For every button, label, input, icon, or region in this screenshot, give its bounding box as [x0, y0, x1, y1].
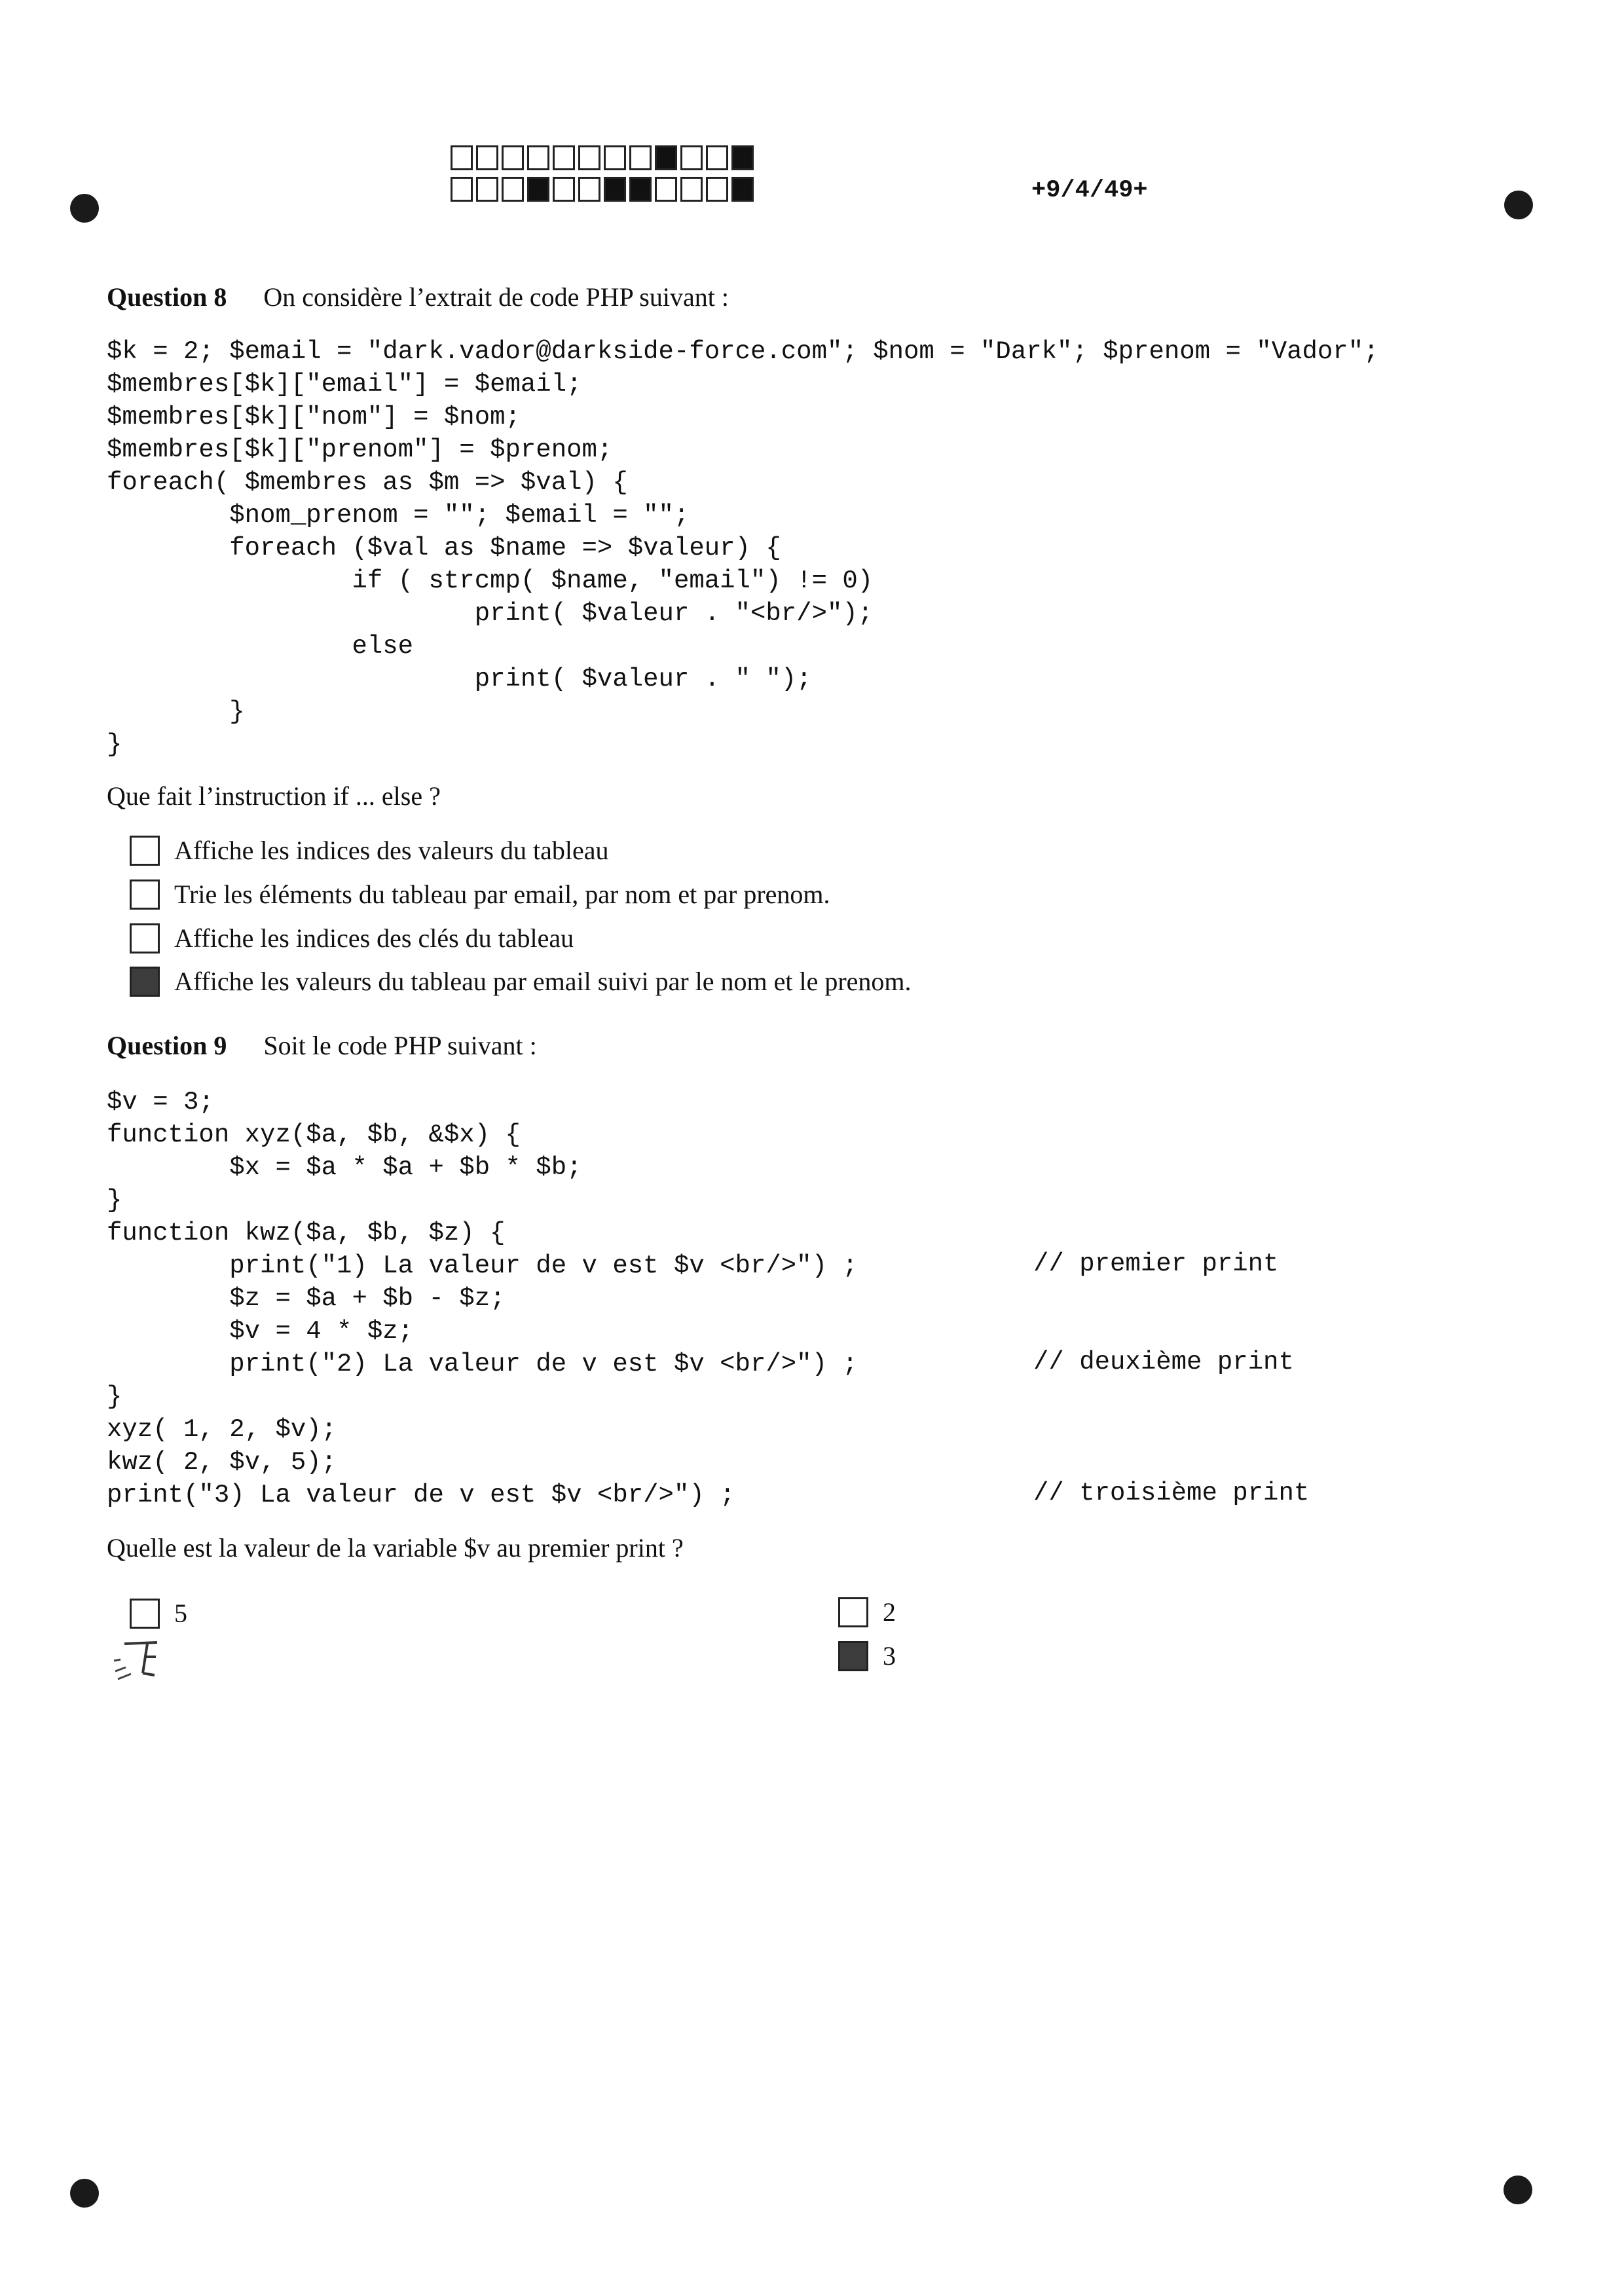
id-cell	[680, 145, 703, 170]
registration-mark-bottom-left	[70, 2179, 99, 2208]
id-cell	[706, 177, 728, 202]
id-cell-filled	[629, 177, 652, 202]
question-8-prompt: Que fait l’instruction if ... else ?	[107, 781, 441, 811]
checkbox[interactable]	[838, 1597, 868, 1627]
id-cell	[476, 177, 498, 202]
question-9-number: Question 9	[107, 1031, 227, 1060]
id-cell	[578, 177, 600, 202]
question-8-option-3[interactable]	[130, 923, 574, 954]
registration-mark-bottom-right	[1504, 2176, 1532, 2204]
question-8-option-1[interactable]	[130, 835, 608, 866]
option-label: Affiche les indices des valeurs du tableau	[174, 836, 609, 865]
id-cell	[451, 177, 473, 202]
id-cell	[527, 145, 549, 170]
option-label: Trie les éléments du tableau par email, par nom et par prenom.	[174, 880, 830, 909]
question-9-code: $v = 3; function xyz($a, $b, &$x) { $x = $a * $a + $b * $b; } function kwz($a, $b, $z) { print("1) La valeur de v est $v <br/>") ; $z = $a + $b - $z; $v = 4 * $z; print("2) La valeur de v est $v <br/>") ; } xyz( 1, 2, $v); kwz( 2, $v, 5); print("3) La valeur de v est $v <br/>") ;	[107, 1088, 858, 1509]
id-cell-filled	[604, 177, 626, 202]
id-cell	[629, 145, 652, 170]
code-comment-first-print: // premier print	[1033, 1250, 1279, 1278]
question-9-prompt: Quelle est la valeur de la variable $v au premier print ?	[107, 1533, 684, 1563]
option-label: Affiche les indices des clés du tableau	[174, 923, 574, 953]
option-label: 2	[883, 1597, 896, 1627]
id-cell	[553, 177, 575, 202]
id-cell	[502, 177, 524, 202]
question-8-number: Question 8	[107, 282, 227, 312]
option-label: 5	[174, 1599, 187, 1628]
checkbox[interactable]	[130, 836, 160, 866]
question-9-option-3[interactable]	[838, 1640, 896, 1671]
id-cell	[706, 145, 728, 170]
id-cell-filled	[527, 177, 549, 202]
id-cell	[553, 145, 575, 170]
question-8-option-2[interactable]	[130, 879, 830, 910]
id-cell-filled	[655, 145, 677, 170]
id-cell	[451, 145, 473, 170]
id-cell	[476, 145, 498, 170]
id-cell-filled	[731, 177, 754, 202]
student-id-grid-row-2	[451, 177, 757, 202]
id-cell	[604, 145, 626, 170]
code-comment-second-print: // deuxième print	[1033, 1348, 1294, 1377]
question-8-option-4[interactable]	[130, 966, 912, 997]
checkbox[interactable]	[130, 923, 160, 954]
question-9-text: Soit le code PHP suivant :	[263, 1031, 537, 1060]
checkbox[interactable]	[130, 880, 160, 910]
question-8-text: On considère l’extrait de code PHP suivant :	[263, 282, 729, 312]
id-cell-filled	[731, 145, 754, 170]
id-cell	[680, 177, 703, 202]
question-9-header	[107, 1030, 537, 1061]
id-cell	[655, 177, 677, 202]
checkbox-checked[interactable]	[130, 967, 160, 997]
question-9-option-2[interactable]	[838, 1597, 896, 1627]
erased-scribble	[111, 1637, 210, 1683]
registration-mark-top-right	[1504, 191, 1533, 219]
id-cell	[502, 145, 524, 170]
option-label: Affiche les valeurs du tableau par email suivi par le nom et le prenom.	[174, 967, 912, 996]
student-id-grid-row-1	[451, 145, 757, 170]
option-label: 3	[883, 1641, 896, 1671]
checkbox[interactable]	[130, 1599, 160, 1629]
question-8-code: $k = 2; $email = "dark.vador@darkside-force.com"; $nom = "Dark"; $prenom = "Vador"; $membres[$k]["email"] = $email; $membres[$k]["nom"] = $nom; $membres[$k]["prenom"] = $prenom; foreach( $membres as $m => $val) { $nom_prenom = ""; $email = ""; foreach ($val as $name => $valeur) { if ( strcmp( $name, "email") != 0) print( $valeur . "<br/>"); else print( $valeur . " "); } }	[107, 337, 1379, 759]
question-8-header	[107, 282, 729, 312]
checkbox-checked[interactable]	[838, 1641, 868, 1671]
code-comment-third-print: // troisième print	[1033, 1479, 1310, 1508]
registration-mark-top-left	[70, 194, 99, 223]
question-9-option-1[interactable]	[130, 1598, 187, 1629]
page-identifier: +9/4/49+	[1031, 177, 1148, 204]
id-cell	[578, 145, 600, 170]
